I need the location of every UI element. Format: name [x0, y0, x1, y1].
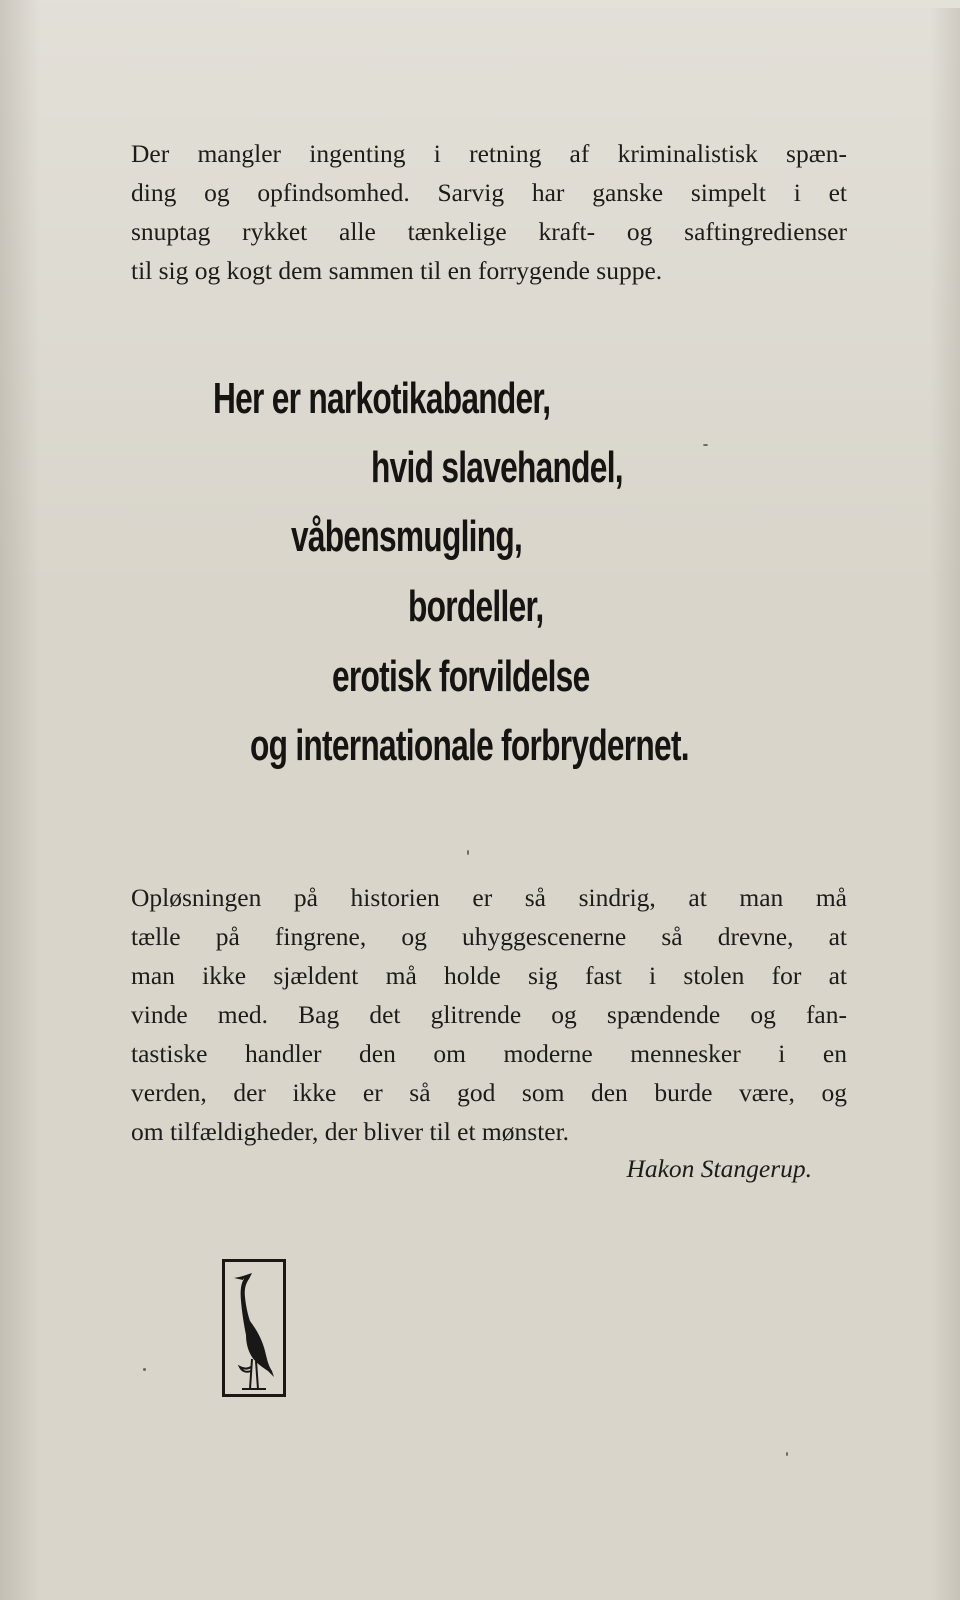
- closing-line: vinde med. Bag det glitrende og spændende og fan-: [131, 1000, 847, 1029]
- intro-line: snuptag rykket alle tænkelige kraft- og saftingredienser: [131, 217, 847, 246]
- paper-speck: [143, 1368, 146, 1371]
- paper-speck: [703, 444, 708, 446]
- closing-paragraph: [131, 878, 847, 1151]
- closing-line: om tilfældigheder, der bliver til et mønster.: [131, 1117, 570, 1146]
- closing-line: Opløsningen på historien er så sindrig, at man må: [131, 883, 847, 912]
- closing-line: tastiske handler den om moderne mennesker i en: [131, 1039, 847, 1068]
- closing-line: man ikke sjældent må holde sig fast i stolen for at: [131, 961, 847, 990]
- highlight-line: våbensmugling,: [291, 512, 523, 561]
- highlight-line: erotisk forvildelse: [332, 652, 590, 701]
- highlight-line: Her er narkotikabander,: [213, 374, 551, 423]
- intro-line: ding og opfindsomhed. Sarvig har ganske simpelt i et: [131, 178, 847, 207]
- closing-line: verden, der ikke er så god som den burde være, og: [131, 1078, 847, 1107]
- intro-line: til sig og kogt dem sammen til en forrygende suppe.: [131, 256, 663, 285]
- heron-icon: [222, 1259, 286, 1397]
- author-signature: Hakon Stangerup.: [626, 1154, 812, 1183]
- intro-paragraph: [131, 134, 847, 290]
- paper-speck: [467, 850, 469, 855]
- closing-line: tælle på fingrene, og uhyggescenerne så drevne, at: [131, 922, 847, 951]
- highlight-line: og internationale forbrydernet.: [250, 721, 689, 770]
- highlight-line: bordeller,: [408, 582, 544, 631]
- page-edge: [240, 0, 960, 8]
- paper-speck: [786, 1452, 788, 1456]
- highlight-line: hvid slavehandel,: [371, 443, 623, 492]
- intro-line: Der mangler ingenting i retning af kriminalistisk spæn-: [131, 139, 847, 168]
